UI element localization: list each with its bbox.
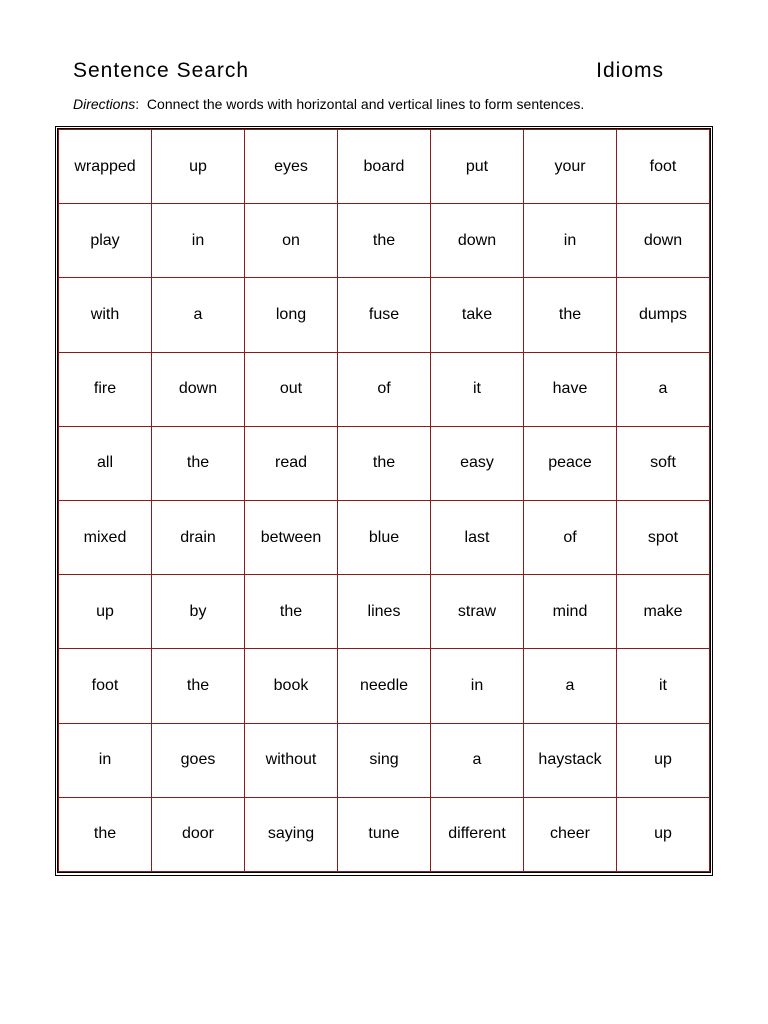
grid-cell[interactable]: a (617, 352, 710, 426)
grid-cell[interactable]: take (431, 278, 524, 352)
grid-cell[interactable]: drain (152, 500, 245, 574)
grid-row (59, 649, 710, 723)
grid-cell[interactable]: of (524, 500, 617, 574)
grid-cell[interactable]: in (524, 204, 617, 278)
grid-cell[interactable]: dumps (617, 278, 710, 352)
grid-cell[interactable]: up (617, 797, 710, 871)
word-grid (58, 129, 710, 872)
grid-cell[interactable]: a (431, 723, 524, 797)
grid-cell[interactable]: mixed (59, 500, 152, 574)
grid-cell[interactable]: fire (59, 352, 152, 426)
grid-cell[interactable]: it (431, 352, 524, 426)
grid-cell[interactable]: a (152, 278, 245, 352)
grid-cell[interactable]: down (431, 204, 524, 278)
grid-cell[interactable]: spot (617, 500, 710, 574)
grid-cell[interactable]: down (152, 352, 245, 426)
grid-cell[interactable]: wrapped (59, 130, 152, 204)
grid-cell[interactable]: peace (524, 426, 617, 500)
grid-cell[interactable]: long (245, 278, 338, 352)
grid-cell[interactable]: the (338, 426, 431, 500)
grid-cell[interactable]: lines (338, 575, 431, 649)
grid-cell[interactable]: down (617, 204, 710, 278)
grid-cell[interactable]: easy (431, 426, 524, 500)
grid-cell[interactable]: tune (338, 797, 431, 871)
grid-cell[interactable]: foot (617, 130, 710, 204)
grid-cell[interactable]: fuse (338, 278, 431, 352)
grid-row (59, 278, 710, 352)
grid-cell[interactable]: the (59, 797, 152, 871)
grid-cell[interactable]: play (59, 204, 152, 278)
grid-cell[interactable]: board (338, 130, 431, 204)
grid-row (59, 575, 710, 649)
grid-cell[interactable]: in (431, 649, 524, 723)
grid-cell[interactable]: sing (338, 723, 431, 797)
grid-row (59, 426, 710, 500)
grid-cell[interactable]: up (152, 130, 245, 204)
grid-cell[interactable]: by (152, 575, 245, 649)
grid-cell[interactable]: book (245, 649, 338, 723)
grid-cell[interactable]: eyes (245, 130, 338, 204)
grid-cell[interactable]: the (245, 575, 338, 649)
grid-row (59, 500, 710, 574)
grid-cell[interactable]: between (245, 500, 338, 574)
grid-cell[interactable]: last (431, 500, 524, 574)
grid-cell[interactable]: mind (524, 575, 617, 649)
grid-cell[interactable]: straw (431, 575, 524, 649)
grid-cell[interactable]: the (152, 426, 245, 500)
directions-label: Directions (73, 96, 136, 112)
grid-cell[interactable]: the (524, 278, 617, 352)
grid-cell[interactable]: of (338, 352, 431, 426)
grid-cell[interactable]: in (152, 204, 245, 278)
grid-cell[interactable]: on (245, 204, 338, 278)
grid-cell[interactable]: make (617, 575, 710, 649)
grid-cell[interactable]: saying (245, 797, 338, 871)
subject-label: Idioms (596, 59, 664, 82)
grid-cell[interactable]: without (245, 723, 338, 797)
grid-cell[interactable]: cheer (524, 797, 617, 871)
grid-cell[interactable]: in (59, 723, 152, 797)
grid-cell[interactable]: foot (59, 649, 152, 723)
grid-cell[interactable]: all (59, 426, 152, 500)
directions-text: Connect the words with horizontal and vertical lines to form sentences. (146, 96, 585, 112)
grid-cell[interactable]: blue (338, 500, 431, 574)
grid-cell[interactable]: the (152, 649, 245, 723)
word-grid-frame (55, 126, 713, 876)
directions-separator: : (135, 96, 140, 112)
grid-cell[interactable]: up (617, 723, 710, 797)
grid-cell[interactable]: soft (617, 426, 710, 500)
grid-cell[interactable]: read (245, 426, 338, 500)
grid-cell[interactable]: with (59, 278, 152, 352)
grid-row (59, 204, 710, 278)
grid-cell[interactable]: have (524, 352, 617, 426)
grid-cell[interactable]: a (524, 649, 617, 723)
grid-cell[interactable]: up (59, 575, 152, 649)
grid-cell[interactable]: out (245, 352, 338, 426)
page-title: Sentence Search (73, 59, 250, 82)
grid-cell[interactable]: put (431, 130, 524, 204)
grid-row (59, 352, 710, 426)
directions-line (73, 96, 584, 112)
grid-cell[interactable]: your (524, 130, 617, 204)
grid-cell[interactable]: it (617, 649, 710, 723)
grid-cell[interactable]: the (338, 204, 431, 278)
grid-row (59, 797, 710, 871)
grid-cell[interactable]: haystack (524, 723, 617, 797)
grid-cell[interactable]: goes (152, 723, 245, 797)
grid-cell[interactable]: different (431, 797, 524, 871)
grid-row (59, 130, 710, 204)
grid-cell[interactable]: needle (338, 649, 431, 723)
grid-cell[interactable]: door (152, 797, 245, 871)
grid-row (59, 723, 710, 797)
